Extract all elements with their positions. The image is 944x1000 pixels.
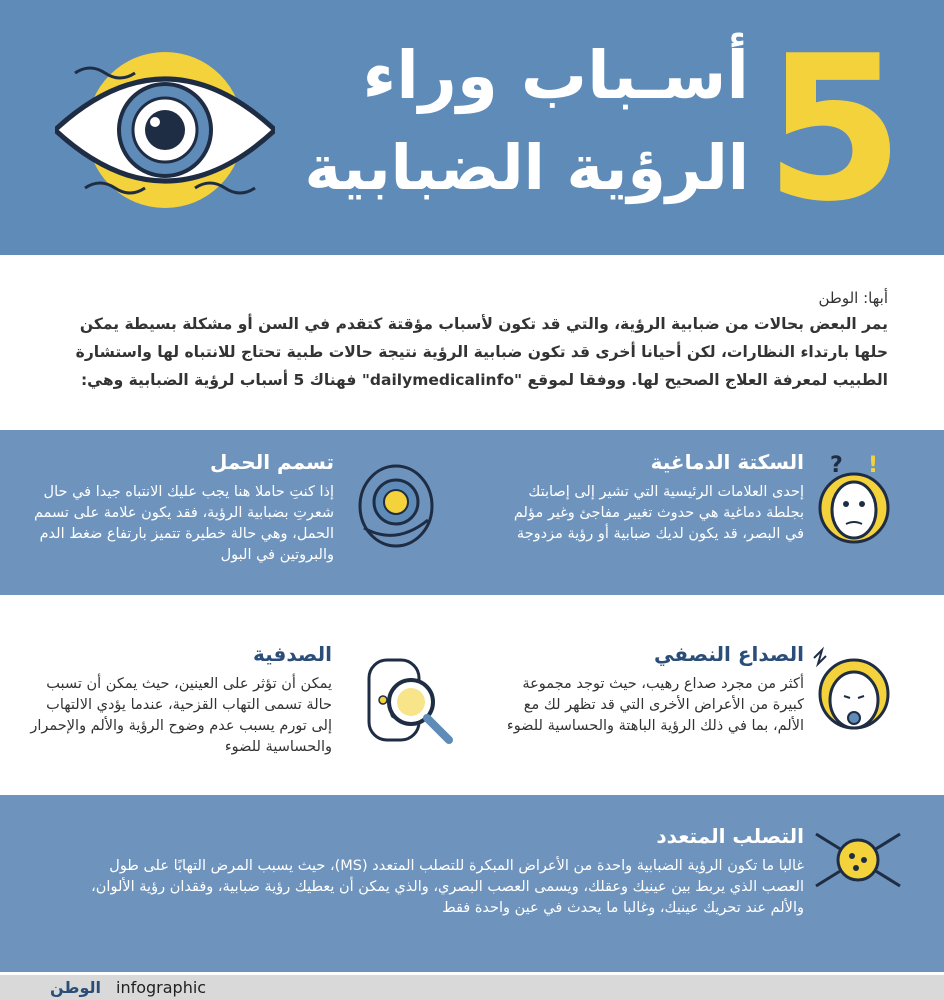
stroke-head-icon bbox=[808, 448, 900, 558]
migraine-head-icon bbox=[808, 638, 900, 748]
cause-preeclampsia-title: تسمم الحمل bbox=[210, 450, 334, 474]
cause-preeclampsia-text: إذا كنتِ حاملا هنا يجب عليك الانتباه جيدا في حال شعرتِ بضبابية الرؤية، فقد يكون علامة على تسمم الحمل، وهي حالة خطيرة تتميز بارتفاع ضغط الدم والبروتين في البول bbox=[33, 484, 334, 563]
intro-text: يمر البعض بحالات من ضبابية الرؤية، والتي قد تكون لأسباب مؤقتة كتقدم في السن أو مشكلة بسيطة يمكن حلها بارتداء النظارات، لكن أحيانا أخرى قد تكون ضبابية الرؤية نتيجة حالات طبية تحتاج للانتباه لها واستشارة الطبيب لمعرفة العلاج الصحيح لها. ووفقا لموقع "dailymedicalinfo" فهناك 5 أسباب لرؤية الضبابية وهي: bbox=[75, 315, 888, 389]
page-title bbox=[269, 30, 749, 214]
cause-count-number: 5 bbox=[764, 13, 904, 246]
header-banner bbox=[0, 0, 944, 255]
pregnancy-icon bbox=[350, 450, 442, 560]
dateline: أبها: الوطن bbox=[818, 289, 888, 307]
alwatan-logo: الوطن bbox=[50, 978, 101, 997]
cause-psoriasis-text: يمكن أن تؤثر على العينين، حيث يمكن أن تسبب حالة تسمى التهاب القزحية، عندما يؤدي الالتهاب إلى تورم يسبب عدم وضوح الرؤية والألم والإحمرار والحساسية للضوء bbox=[30, 676, 332, 755]
cause-stroke bbox=[494, 448, 804, 545]
psoriasis-hand-icon bbox=[355, 640, 455, 750]
eye-icon bbox=[55, 38, 275, 223]
cause-psoriasis bbox=[27, 640, 332, 758]
cause-ms-title: التصلب المتعدد bbox=[656, 824, 804, 848]
infographic-label: infographic bbox=[116, 978, 207, 997]
title-line-1: أسـباب وراء bbox=[362, 37, 749, 114]
title-line-2: الرؤية الضبابية bbox=[304, 131, 749, 204]
cause-migraine-text: أكثر من مجرد صداع رهيب، حيث توجد مجموعة كبيرة من الأعراض الأخرى التي قد تظهر لك مع الألم، بما في ذلك الرؤية الباهتة والحساسية للضوء bbox=[506, 676, 804, 734]
cause-stroke-title: السكتة الدماغية bbox=[650, 450, 804, 474]
cause-migraine-title: الصداع النصفي bbox=[654, 642, 804, 666]
cause-psoriasis-title: الصدفية bbox=[252, 642, 332, 666]
cause-migraine bbox=[494, 640, 804, 737]
svg-text:?: ? bbox=[830, 453, 843, 478]
cause-stroke-text: إحدى العلامات الرئيسية التي تشير إلى إصابتك بجلطة دماغية هي حدوث تغيير مفاجئ وغير مؤلم في البصر، قد يكون لديك ضبابية أو رؤية مزدوجة bbox=[513, 484, 804, 542]
cause-preeclampsia bbox=[24, 448, 334, 566]
svg-text:!: ! bbox=[868, 453, 879, 478]
cause-ms-text: غالبا ما تكون الرؤية الضبابية واحدة من الأعراض المبكرة للتصلب المتعدد (MS)، حيث يسبب المرض التهابًا على طول العصب الذي يربط بين عينيك وعقلك، ويسمى العصب البصري، والذي يمكن أن يعطيك رؤية ضبابية، وفقدان رؤية الألوان، والألم عند تحريك عينيك، وغالبا ما يحدث في عين واحدة فقط bbox=[91, 858, 804, 916]
intro-section bbox=[60, 286, 888, 394]
cause-ms bbox=[64, 822, 804, 919]
neuron-icon bbox=[808, 820, 908, 900]
